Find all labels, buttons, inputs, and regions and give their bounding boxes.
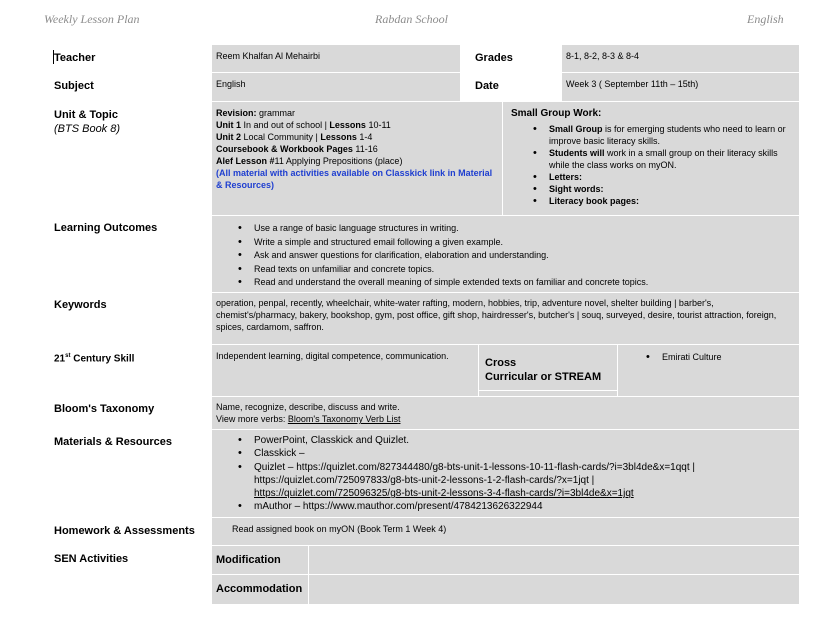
unit2-value: Local Community | [241, 132, 321, 142]
list-item: • Classkick – [234, 447, 795, 460]
list-item: • Ask and answer questions for clarification, elaboration and understanding. [234, 249, 795, 263]
modification-field[interactable] [309, 546, 799, 574]
list-item [234, 461, 795, 501]
century-skill-sup: st [65, 353, 71, 359]
grades-value[interactable]: 8-1, 8-2, 8-3 & 8-4 [562, 45, 799, 72]
quizlet-link-1[interactable]: • Quizlet – https://quizlet.com/827344480/g8-bts-unit-1-lessons-10-11-flash-cards/?i=3bl4de&x=1qqt | [254, 461, 695, 473]
coursebook-label: Coursebook & Workbook Pages [216, 144, 353, 154]
list-item [529, 123, 791, 147]
learning-outcomes-content[interactable] [212, 216, 799, 292]
unit2-label: Unit 2 [216, 132, 242, 142]
header-right: English [747, 12, 784, 26]
header-center: Rabdan School [375, 12, 448, 26]
small-group-title: Small Group Work: [511, 108, 602, 119]
subject-value[interactable]: English [212, 73, 460, 101]
alef-value: 11 Applying Prepositions (place) [274, 156, 403, 166]
text-cursor [53, 50, 54, 64]
blooms-label: Bloom's Taxonomy [54, 403, 155, 415]
list-item: • Write a simple and structured email following a given example. [234, 236, 795, 250]
small-group-list [511, 123, 791, 207]
header-left: Weekly Lesson Plan [44, 12, 140, 26]
list-item-text: work in a small group on their literacy skills while the class works on myON. [549, 148, 778, 170]
material-note: (All material with activities available on Classkick link in Material & Resources) [216, 168, 493, 190]
century-skill-num: 21 [54, 353, 66, 365]
revision-value: grammar [256, 108, 296, 118]
learning-outcomes-label: Learning Outcomes [54, 222, 158, 234]
date-label: Date [475, 80, 499, 92]
modification-label: Modification [212, 546, 308, 574]
teacher-value[interactable]: Reem Khalfan Al Mehairbi [212, 45, 460, 72]
unit-topic-title: Unit & Topic [54, 109, 118, 121]
list-item: • Read and understand the overall meaning of simple extended texts on familiar and concrete topics. [234, 276, 795, 290]
unit1-lessons-value: 10-11 [365, 120, 391, 130]
list-item: • Use a range of basic language structures in writing. [234, 222, 795, 236]
quizlet-link-2[interactable]: https://quizlet.com/725097833/g8-bts-unit-2-lessons-1-2-flash-cards/?x=1jqt | [254, 474, 595, 486]
accommodation-label: Accommodation [212, 575, 308, 604]
blooms-link[interactable]: Bloom's Taxonomy Verb List [287, 414, 401, 424]
learning-outcomes-list [234, 222, 795, 290]
coursebook-value: 11-16 [352, 144, 378, 154]
unit1-lessons-label: Lessons [329, 120, 366, 130]
quizlet-link-3[interactable]: https://quizlet.com/725096325/g8-bts-unit-2-lessons-3-4-flash-cards/?i=3bl4de&x=1jqt [254, 488, 634, 500]
unit2-lessons-value: 1-4 [356, 132, 373, 142]
sen-label: SEN Activities [54, 553, 129, 565]
cross-list [642, 351, 795, 363]
list-item-bold: Literacy book pages: [549, 196, 640, 206]
revision-label: Revision: [216, 108, 257, 118]
list-item-bold: Small Group [549, 124, 603, 134]
small-group-content[interactable] [503, 102, 799, 215]
century-skill-label [54, 349, 134, 366]
century-skill-text: Century Skill [70, 353, 135, 365]
cross-curricular-value[interactable] [618, 345, 799, 396]
homework-value[interactable]: Read assigned book on myON (Book Term 1 Week 4) [212, 518, 799, 545]
keywords-label: Keywords [54, 299, 107, 311]
cross-divider [479, 390, 617, 391]
list-item [529, 195, 791, 207]
list-item: • mAuthor – https://www.mauthor.com/present/4784213626322944 [234, 500, 795, 513]
list-item-bold: Sight words: [549, 184, 604, 194]
blooms-more-prefix: View more verbs: [216, 414, 288, 424]
homework-label: Homework & Assessments [54, 525, 195, 537]
accommodation-field[interactable] [309, 575, 799, 604]
date-value[interactable]: Week 3 ( September 11th – 15th) [562, 73, 799, 101]
list-item-bold: Students will [549, 148, 605, 158]
materials-content[interactable] [212, 430, 799, 517]
materials-list [234, 434, 795, 514]
unit-topic-label [54, 108, 120, 136]
cross-curricular-label [479, 345, 617, 396]
century-skill-value[interactable]: Independent learning, digital competence, communication. [212, 345, 478, 396]
unit1-value: In and out of school | [241, 120, 330, 130]
unit2-lessons-label: Lessons [320, 132, 357, 142]
list-item-text: is for emerging students who need to learn or improve basic literacy skills. [549, 124, 786, 146]
alef-label: Alef Lesson # [216, 156, 275, 166]
list-item: • Read texts on unfamiliar and concrete topics. [234, 263, 795, 277]
unit-topic-content[interactable] [212, 102, 502, 215]
materials-label: Materials & Resources [54, 436, 172, 448]
cross-line2: Curricular or STREAM [485, 371, 602, 383]
keywords-value[interactable]: operation, penpal, recently, wheelchair, white-water rafting, modern, hobbies, trip, adventure novel, shelter building | barber's, chemist's/pharmacy, bakery, bookshop, gym, post office, gift shop, hairdresser's, butcher's | souq, surveyed, desire, tourist attraction, foreign, spices, cardamom, saffron. [212, 293, 799, 344]
grades-label: Grades [475, 52, 513, 64]
list-item [529, 183, 791, 195]
unit1-label: Unit 1 [216, 120, 242, 130]
subject-label: Subject [54, 80, 94, 92]
blooms-content[interactable] [212, 397, 799, 429]
list-item: • PowerPoint, Classkick and Quizlet. [234, 434, 795, 447]
list-item-bold: Letters: [549, 172, 583, 182]
list-item: • Emirati Culture [642, 351, 795, 363]
teacher-label: Teacher [54, 52, 96, 64]
list-item [529, 147, 791, 171]
blooms-verbs: Name, recognize, describe, discuss and write. [216, 402, 400, 412]
list-item [529, 171, 791, 183]
unit-topic-book: (BTS Book 8) [54, 123, 121, 135]
cross-line1: Cross [485, 357, 517, 369]
